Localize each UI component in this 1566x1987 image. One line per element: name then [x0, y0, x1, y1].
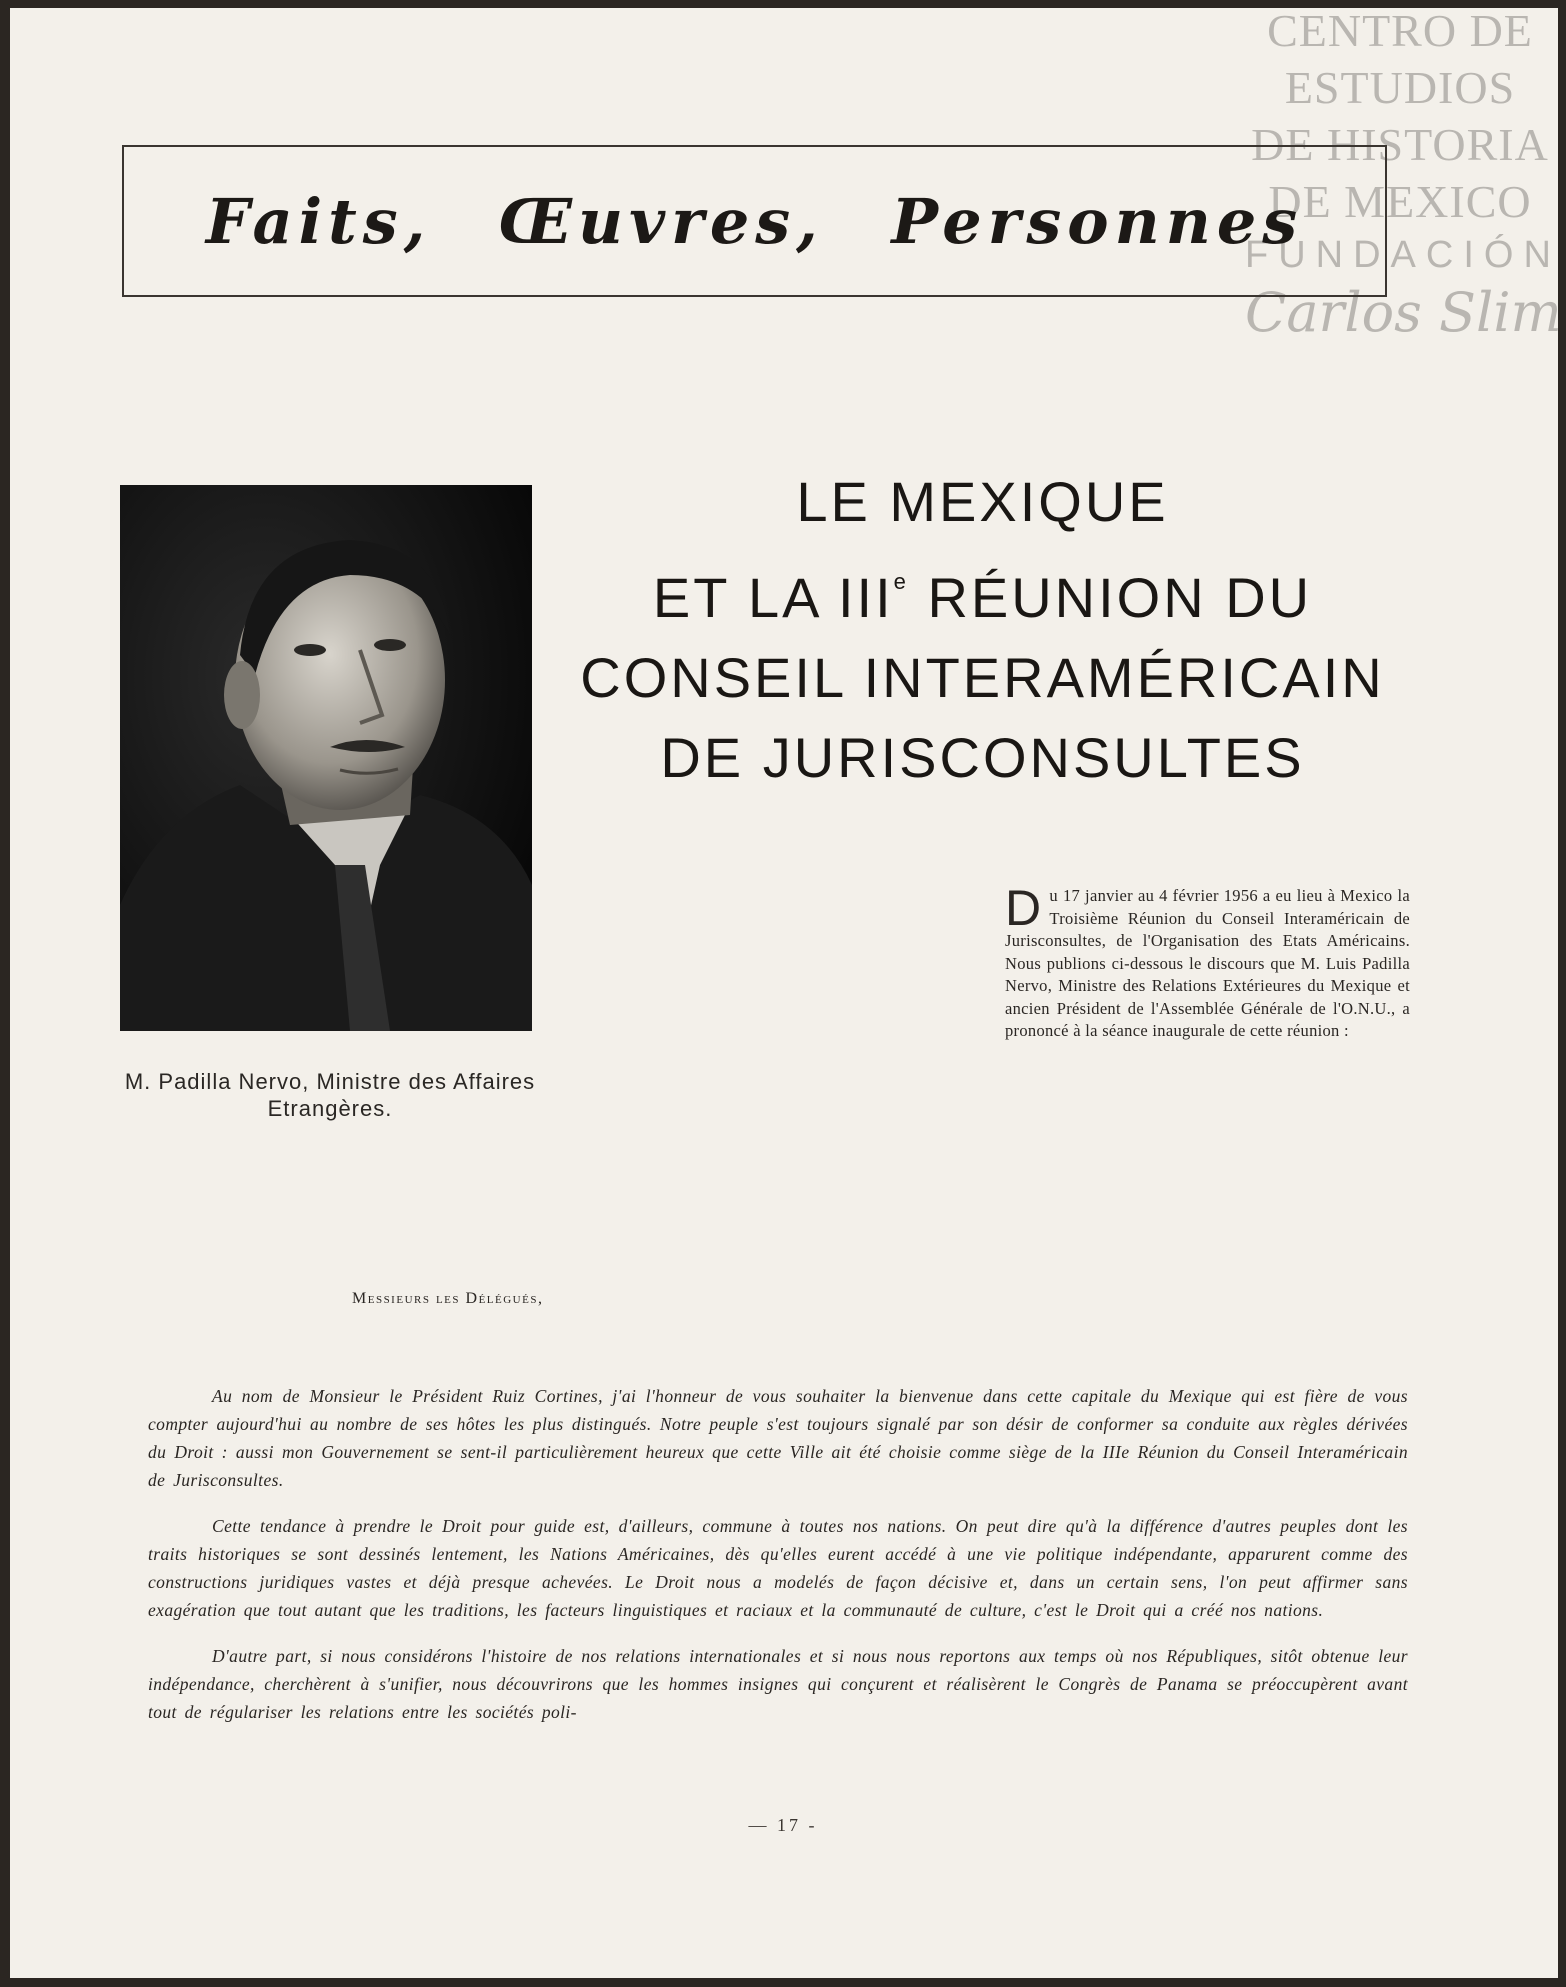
title-line-2-start: ET LA III: [652, 566, 894, 629]
page-number: — 17 -: [748, 1815, 818, 1835]
speech-body: [148, 1382, 1408, 1744]
intro-text: u 17 janvier au 4 février 1956 a eu lieu à Mexico la Troisième Réunion du Conseil Interaméricain de Jurisconsultes, de l'Organisation des Etats Américains. Nous publions ci-dessous le discours que M. Luis Padilla Nervo, Ministre des Relations Extérieures du Mexique et ancien Président de l'Assemblée Générale de l'O.N.U., a prononcé à la séance inaugurale de cette réunion :: [1005, 886, 1410, 1040]
watermark-line: DE HISTORIA: [1251, 119, 1549, 170]
title-ordinal-superscript: e: [893, 569, 909, 594]
salutation: Messieurs les Délégués,: [352, 1290, 544, 1307]
drop-cap: D: [1005, 880, 1042, 936]
article-title: [545, 462, 1420, 798]
body-paragraph: Au nom de Monsieur le Président Ruiz Cortines, j'ai l'honneur de vous souhaiter la bienvenue dans cette capitale du Mexique qui est fière de vous compter aujourd'hui au nombre de ses hôtes les plus distingués. Notre peuple s'est toujours signalé par son désir de conformer sa conduite aux règles dérivées du Droit : aussi mon Gouvernement se sent-il particulièrement heureux que cette Ville ait été choisie comme siège de la IIIe Réunion du Conseil Interaméricain de Jurisconsultes.: [148, 1386, 1408, 1490]
portrait-photo: [120, 485, 532, 1031]
photo-caption: M. Padilla Nervo, Ministre des Affaires Etrangères.: [124, 1069, 536, 1121]
section-header-box: [122, 145, 1387, 297]
title-line-2: [545, 542, 1420, 638]
section-header-title: Faits, Œuvres, Personnes: [205, 184, 1304, 258]
intro-paragraph: [1005, 880, 1410, 1043]
watermark-line: DE MEXICO: [1268, 176, 1532, 227]
watermark-line: CENTRO DE: [1267, 5, 1533, 56]
title-line-4: DE JURISCONSULTES: [660, 726, 1305, 789]
watermark-foundation: FUNDACIÓN: [1245, 234, 1561, 276]
title-line-3: CONSEIL INTERAMÉRICAIN: [580, 646, 1385, 709]
body-paragraph: D'autre part, si nous considérons l'histoire de nos relations internationales et si nous nous reportons aux temps où nos Républiques, sitôt obtenue leur indépendance, cherchèrent à s'unifier, nous découvrirons que les hommes insignes qui conçurent et réalisèrent le Congrès de Panama se préoccupèrent avant tout de régulariser les relations entre les sociétés poli-: [148, 1646, 1408, 1722]
title-line-1: LE MEXIQUE: [796, 470, 1169, 533]
title-line-2-end: RÉUNION DU: [927, 566, 1313, 629]
body-paragraph: Cette tendance à prendre le Droit pour guide est, d'ailleurs, commune à toutes nos nations. On peut dire qu'à la différence d'autres peuples dont les traits historiques se sont dessinés lentement, les Nations Américaines, dès qu'elles eurent accédé à une vie politique indépendante, apparurent comme des constructions juridiques vastes et déjà presque achevées. Le Droit nous a modelés de façon décisive et, dans un certain sens, l'on peut affirmer sans exagération que tout autant que les traditions, les facteurs linguistiques et raciaux et la communauté de culture, c'est le Droit qui a créé nos nations.: [148, 1516, 1408, 1620]
watermark-line: ESTUDIOS: [1284, 62, 1516, 113]
portrait-image: [120, 485, 532, 1031]
watermark-signature: Carlos Slim: [1245, 281, 1562, 344]
